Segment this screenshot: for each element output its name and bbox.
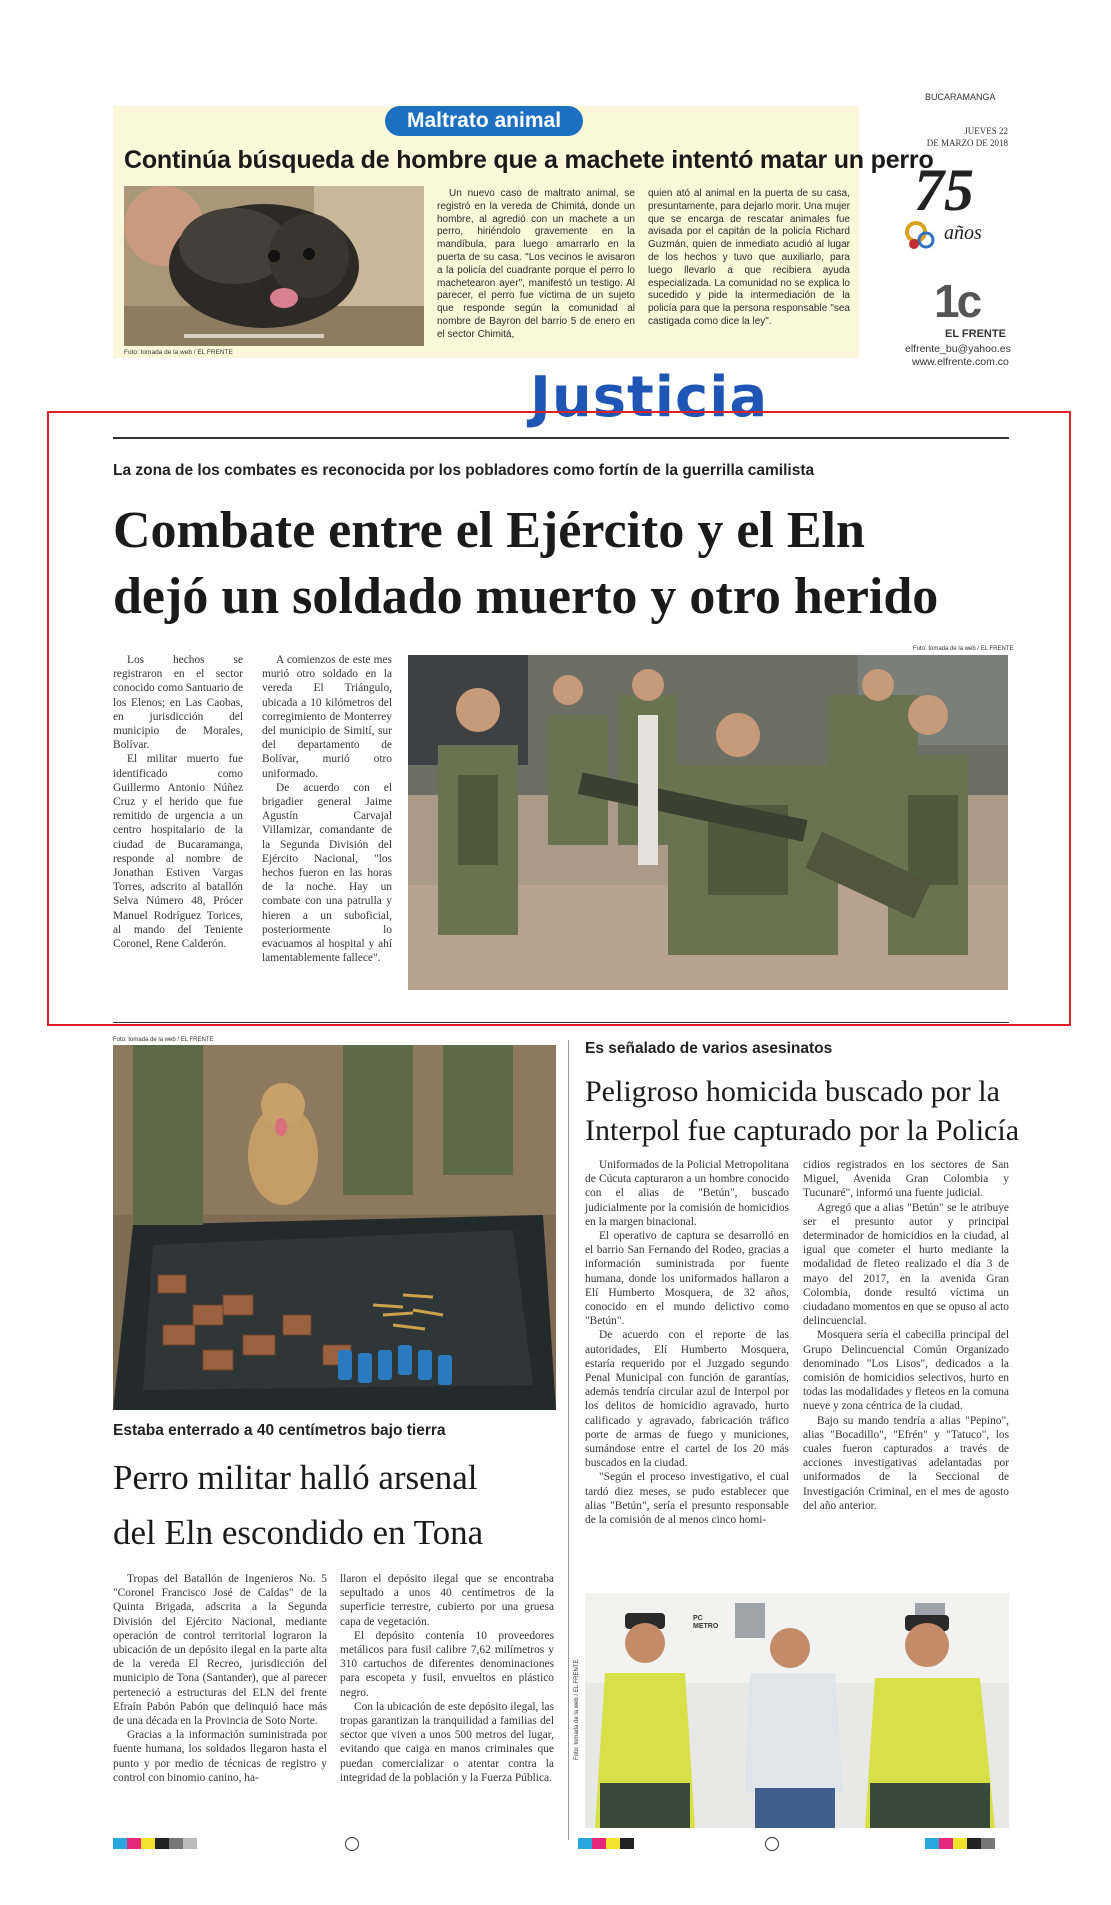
main-story-paragraph: A comienzos de este mes murió otro soldado en la vereda El Triángulo, ubicada a 10 kilómetros del corregimiento de Monterrey del municipio de Simití, sur del departamento de Bolívar, murió otro uniformado. <box>262 654 392 780</box>
soldiers-carrying-wounded-photo <box>408 655 1008 990</box>
light-gray-swatch <box>183 1838 197 1849</box>
story-divider <box>113 1022 1009 1023</box>
cyan-swatch <box>113 1838 127 1849</box>
right-story-kicker: Es señalado de varios asesinatos <box>585 1040 833 1057</box>
contact-website: www.elfrente.com.co <box>912 356 1009 368</box>
color-registration-bar-middle <box>578 1838 634 1849</box>
dateline-city: BUCARAMANGA <box>925 92 996 102</box>
gray-swatch <box>981 1838 995 1849</box>
right-story-column-1 <box>585 1158 789 1527</box>
column-divider <box>568 1040 569 1840</box>
main-story-kicker: La zona de los combates es reconocida por los pobladores como fortín de la guerrilla camilista <box>113 462 815 479</box>
main-headline-line-2: dejó un soldado muerto y otro herido <box>113 568 939 625</box>
right-story-column-2 <box>803 1158 1009 1513</box>
magenta-swatch <box>127 1838 141 1849</box>
registration-crosshair-icon <box>345 1837 359 1851</box>
section-pill-maltrato-animal: Maltrato animal <box>385 106 583 136</box>
anniversary-word: años <box>944 222 982 244</box>
black-swatch <box>155 1838 169 1849</box>
main-story-paragraph: El militar muerto fue identificado como Guillermo Antonio Núñez Cruz y el herido que fue remitido de urgencia a un centro hospitalario de la ciudad de Bucaramanga, responde al nombre de Jonathan Estiven Vargas Torres, adscrito al batallón Selva Número 48, Prócer Manuel Rodríguez Torices, al mando del Teniente Coronel, Rene Calderón. <box>113 753 243 951</box>
anniversary-number: 75 <box>914 157 974 223</box>
black-swatch <box>967 1838 981 1849</box>
backdrop-text: PC METRO <box>693 1615 719 1630</box>
left-story-column-1 <box>113 1572 327 1785</box>
injured-dog-image <box>124 186 424 346</box>
contact-email: elfrente_bu@yahoo.es <box>905 343 1011 355</box>
left-story-column-2 <box>340 1572 554 1785</box>
top-story-column-2 <box>648 188 850 329</box>
left-story-paragraph: Tropas del Batallón de Ingenieros No. 5 "Coronel Francisco José de Caldas" de la Quinta Brigada, adscrita a la Segunda División del Ejército Nacional, mediante operación de control territorial lograron la ubicación de un depósito ilegal en la parte alta de la vereda El Recreo, jurisdicción del municipio de Tona (Santander), que al parecer perteneció a estructuras del ELN del frente Efraín Pabón Pabón que delinquió hace más de una década en la Provincia de Soto Norte. <box>113 1573 327 1728</box>
right-story-paragraph: El operativo de captura se desarrolló en el barrio San Fernando del Rodeo, gracias a información suministrada por fuente humana, donde los uniformados hallaron a Elí Humberto Mosquera, de 32 años, conocido en el mundo delictivo como "Betún". <box>585 1230 789 1328</box>
main-headline-line-1: Combate entre el Ejército y el Eln <box>113 502 865 559</box>
top-story-headline: Continúa búsqueda de hombre que a machete intentó matar un perro <box>124 146 934 174</box>
black-swatch <box>620 1838 634 1849</box>
top-story-paragraph: Un nuevo caso de maltrato animal, se registró en la vereda de Chimitá, donde un hombre, al agredió con un machete a un perro, hiriéndolo gravemente en la mandíbula, para luego amarrarlo en la puerta de su casa. "Los vecinos le avisaron a la policía del cuadrante porque el perro lo machetearon ayer", manifestó un testigo. Al parecer, el perro fue víctima de un sujeto que responde según la comunidad al nombre de Bayron del barrio 5 de enero en el sector Chimitá, <box>437 188 635 340</box>
left-story-paragraph: Con la ubicación de este depósito ilegal, las tropas garantizan la tranquilidad a familias del sector que viven a unos 500 metros del lugar, evitando que caiga en manos criminales que puedan comercializar o atentar contra la integridad de la población y la Fuerza Pública. <box>340 1700 554 1784</box>
left-headline-line-1: Perro militar halló arsenal <box>113 1458 478 1497</box>
left-story-headline <box>113 1450 563 1560</box>
left-story-kicker: Estaba enterrado a 40 centímetros bajo tierra <box>113 1422 446 1439</box>
dateline-date: DE MARZO DE 2018 <box>926 138 1008 148</box>
left-story-paragraph: El depósito contenía 10 proveedores metálicos para fusil calibre 7,62 milímetros y 310 cartuchos de diferentes denominaciones para escopeta y fusil, envueltos en plástico negro. <box>340 1629 554 1699</box>
right-story-paragraph: De acuerdo con el reporte de las autoridades, Elí Humberto Mosquera, estaría requerido por el Juzgado segundo Penal Municipal con función de garantías, además tendría circular azul de Interpol por los delitos de homicidio agravado, hurto calificado y agravado, fabricación tráfico porte de armas de fuego y municiones, sumándose entre el cartel de los 20 más buscados en la ciudad. <box>585 1329 789 1470</box>
main-photo-caption: Foto: tomada de la web / EL FRENTE <box>913 646 1014 652</box>
anniversary-rings-icon <box>902 218 942 254</box>
color-registration-bar-left <box>113 1838 197 1849</box>
top-story-column-1 <box>437 188 635 342</box>
left-headline-line-2: del Eln escondido en Tona <box>113 1513 484 1552</box>
top-story-paragraph: quien ató al animal en la puerta de su casa, presuntamente, para dejarlo morir. Una mujer que se encarga de rescatar animales fue avisada por el capitán de la policía Richard Guzmán, quien de inmediato acudió al lugar de los hechos y tuvo que auxiliarlo, para luego llevarlo a que recibiera ayuda especializada. La comunidad no se explica lo sucedido y pide la intermediación de la policía para que la persona responsable "sea castigada como dice la ley". <box>648 188 850 327</box>
main-story-paragraph: De acuerdo con el brigadier general Jaime Agustín Carvajal Villamizar, comandante de la Segunda División del Ejército Nacional, "los hechos fueron en las horas de la noche. Hay un combate con una patrulla y hieren a un suboficial, posteriormente lo evacuamos al hospital y ahí lamentablemente fallece". <box>262 781 392 965</box>
right-story-paragraph: cidios registrados en los sectores de San Miguel, Avenida Gran Colombia y Tucunaré", informó una fuente judicial. <box>803 1159 1009 1200</box>
anniversary-logo <box>902 157 1012 260</box>
right-story-paragraph: Uniformados de la Policial Metropolitana de Cúcuta capturaron a un hombre conocido con el alias de "Betún", buscado judicialmente por la comisión de homicidios en la margen binacional. <box>585 1159 789 1228</box>
magenta-swatch <box>939 1838 953 1849</box>
el-frente-logo: 1c <box>934 275 980 327</box>
main-story-column-1 <box>113 653 243 951</box>
right-headline-line-1: Peligroso homicida buscado por la <box>585 1075 1000 1108</box>
color-registration-bar-right <box>925 1838 995 1849</box>
right-headline-line-2: Interpol fue capturado por la Policía <box>585 1114 1020 1147</box>
captured-suspect-photo <box>585 1593 1009 1828</box>
arsenal-image <box>113 1045 556 1410</box>
right-story-headline <box>585 1072 1025 1150</box>
cyan-swatch <box>925 1838 939 1849</box>
section-title-justicia: Justicia <box>530 365 769 430</box>
el-frente-logo-name: EL FRENTE <box>945 328 1006 340</box>
right-story-paragraph: Bajo su mando tendría a alias "Pepino", alias "Bocadillo", "Efrén" y "Tatuco", los cuales fueron capturados a través de acciones investigativas adelantadas por uniformados de la Seccional de Investigación Criminal, en el mes de agosto del año anterior. <box>803 1414 1009 1512</box>
left-photo-caption: Foto: tomada de la web / EL FRENTE <box>113 1037 214 1043</box>
main-story-column-2 <box>262 653 392 965</box>
right-photo-caption: Foto: tomada de la web / EL FRENTE <box>574 1659 580 1760</box>
right-story-paragraph: "Según el proceso investigativo, el cual tardó diez meses, se pudo establecer que alias "Betún", sería el presunto responsable de la comisión de al menos cinco homi- <box>585 1471 789 1527</box>
soldiers-image <box>408 655 1008 990</box>
main-story-headline <box>113 498 1013 630</box>
right-story-paragraph: Mosquera sería el cabecilla principal del Grupo Delincuencial Común Organizado denominado "Los Lisos", dedicados a la comisión de homicidios selectivos, hurto en todas las modalidades y fleteos en la comuna nueve y zona céntrica de la ciudad. <box>803 1329 1009 1413</box>
arsenal-dog-photo <box>113 1045 556 1410</box>
arrest-image <box>585 1593 1009 1828</box>
left-story-paragraph: llaron el depósito ilegal que se encontraba sepultado a unos 40 centímetros de la superficie terrestre, cubierto por una gruesa capa de vegetación. <box>340 1573 554 1628</box>
right-story-paragraph: Agregó que a alias "Betún" se le atribuye ser el presunto autor y principal determinador de homicidios en la ciudad, al igual que cometer el hurto mediante la modalidad de fleteo realizado el día 3 de mayo del 2017, en la avenida Gran Colombia, donde resultó víctima un ciudadano momentos en que se opuso al acto delincuencial. <box>803 1201 1009 1328</box>
yellow-swatch <box>141 1838 155 1849</box>
registration-crosshair-icon <box>765 1837 779 1851</box>
injured-dog-photo <box>124 186 424 346</box>
dateline-day: JUEVES 22 <box>964 126 1008 136</box>
yellow-swatch <box>606 1838 620 1849</box>
top-photo-caption: Foto: tomada de la web / EL FRENTE <box>124 349 233 356</box>
yellow-swatch <box>953 1838 967 1849</box>
gray-swatch <box>169 1838 183 1849</box>
left-story-paragraph: Gracias a la información suministrada por fuente humana, los soldados llegaron hasta el punto y por medio de técnicas de registro y control con binomio canino, ha- <box>113 1729 327 1784</box>
main-story-paragraph: Los hechos se registraron en el sector conocido como Santuario de los Elenos; en Las Caobas, en jurisdicción del municipio de Morales, Bolívar. <box>113 654 244 752</box>
cyan-swatch <box>578 1838 592 1849</box>
magenta-swatch <box>592 1838 606 1849</box>
